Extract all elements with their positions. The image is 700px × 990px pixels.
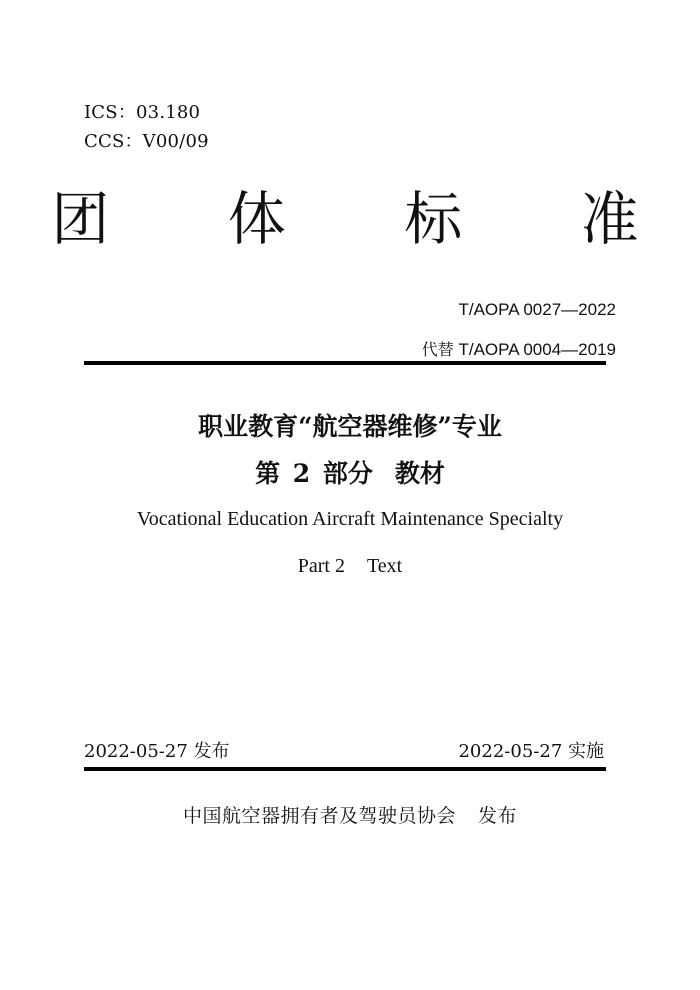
cn-title-line1: 职业教育“航空器维修”专业 [198,412,502,441]
ccs-code: CCS：V00/09 [84,131,209,152]
bottom-divider [84,767,606,771]
part-name-en: Text [366,555,403,577]
part-name-cn: 教材 [394,459,445,488]
part-number-cn: 第 2 部分 [255,459,373,488]
cn-title-line2 [0,454,700,490]
standard-number: T/AOPA 0027—2022 [458,300,616,319]
publisher-org: 中国航空器拥有者及驾驶员协会 [182,805,456,827]
replaces-prefix: 代替 [421,340,454,359]
replaces-number: T/AOPA 0004—2019 [458,340,616,359]
classification-block [84,98,209,156]
publisher-line [0,801,700,828]
publisher-action: 发布 [478,805,518,827]
implement-date: 2022-05-27 实施 [458,741,604,762]
part-number-en: Part 2 [297,555,345,577]
publish-date: 2022-05-27 发布 [84,741,230,762]
ics-code: ICS：03.180 [84,102,201,123]
standard-type-title: 团 体 标 准 [51,185,689,253]
replaces-line [422,337,616,360]
en-title-line1: Vocational Education Aircraft Maintenance Specialty [136,508,564,530]
en-title-line2 [0,555,700,578]
top-divider [84,361,606,365]
